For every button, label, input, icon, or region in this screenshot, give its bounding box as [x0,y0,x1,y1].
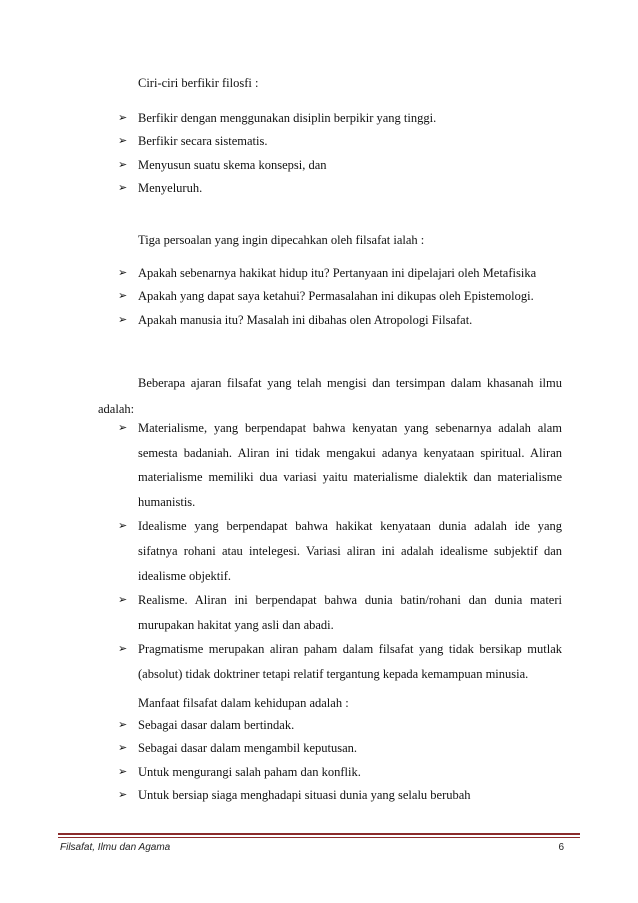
list-item: ➢ Apakah manusia itu? Masalah ini dibahas olen Atropologi Filsafat. [118,309,536,332]
footer-rule-thin [58,837,580,838]
list-item: ➢ Untuk mengurangi salah paham dan konflik. [118,761,471,784]
section1-list [118,107,436,201]
list-item: ➢ Apakah sebenarnya hakikat hidup itu? Pertanyaan ini dipelajari oleh Metafisika [118,262,536,285]
list-item: ➢ Menyusun suatu skema konsepsi, dan [118,154,436,177]
section4-heading: Manfaat filsafat dalam kehidupan adalah : [138,696,349,710]
arrow-bullet-icon: ➢ [118,135,128,148]
footer-title: Filsafat, Ilmu dan Agama [60,842,171,853]
list-item: ➢ Berfikir secara sistematis. [118,130,436,153]
arrow-bullet-icon: ➢ [118,594,128,607]
arrow-bullet-icon: ➢ [118,643,128,656]
list-item: ➢ Apakah yang dapat saya ketahui? Permasalahan ini dikupas oleh Epistemologi. [118,285,536,308]
list-item: ➢ Realisme. Aliran ini berpendapat bahwa dunia batin/rohani dan dunia materi murupakan hakitat yang asli dan abadi. [118,588,562,637]
arrow-bullet-icon: ➢ [118,765,128,778]
list-item: ➢ Berfikir dengan menggunakan disiplin berpikir yang tinggi. [118,107,436,130]
arrow-bullet-icon: ➢ [118,789,128,802]
list-item: ➢ Pragmatisme merupakan aliran paham dalam filsafat yang tidak bersikap mutlak (absolut) tidak doktriner tetapi relatif tergantung kepada kemampuan minusia. [118,637,562,686]
section3-list [118,416,562,687]
footer-rule [58,833,580,835]
list-item: ➢ Sebagai dasar dalam bertindak. [118,714,471,737]
arrow-bullet-icon: ➢ [118,112,128,124]
arrow-bullet-icon: ➢ [118,267,128,279]
list-item: ➢ Idealisme yang berpendapat bahwa hakikat kenyataan dunia adalah ide yang sifatnya rohani atau intelegesi. Variasi aliran ini adalah idealisme subjektif dan idealisme objektif. [118,514,562,588]
list-item: ➢ Materialisme, yang berpendapat bahwa kenyatan yang sebenarnya adalah alam semesta badaniah. Aliran ini tidak mengakui adanya kenyataan spiritual. Aliran materialisme memiliki dua variasi yaitu materialisme dialektik dan materialisme humanistis. [118,416,562,514]
arrow-bullet-icon: ➢ [118,719,128,731]
section2-list [118,262,536,332]
arrow-bullet-icon: ➢ [118,520,128,533]
arrow-bullet-icon: ➢ [118,290,128,303]
arrow-bullet-icon: ➢ [118,742,128,755]
section4-list [118,714,471,808]
page-number: 6 [558,842,564,853]
arrow-bullet-icon: ➢ [118,158,128,171]
arrow-bullet-icon: ➢ [118,313,128,326]
list-item: ➢ Untuk bersiap siaga menghadapi situasi dunia yang selalu berubah [118,784,471,807]
arrow-bullet-icon: ➢ [118,182,128,195]
section1-heading: Ciri-ciri berfikir filosfi : [138,76,259,90]
list-item: ➢ Menyeluruh. [118,177,436,200]
section2-heading: Tiga persoalan yang ingin dipecahkan oleh filsafat ialah : [138,233,425,247]
list-item: ➢ Sebagai dasar dalam mengambil keputusan. [118,737,471,760]
section3-intro: Beberapa ajaran filsafat yang telah mengisi dan tersimpan dalam khasanah ilmu adalah: [98,376,562,416]
arrow-bullet-icon: ➢ [118,422,128,434]
